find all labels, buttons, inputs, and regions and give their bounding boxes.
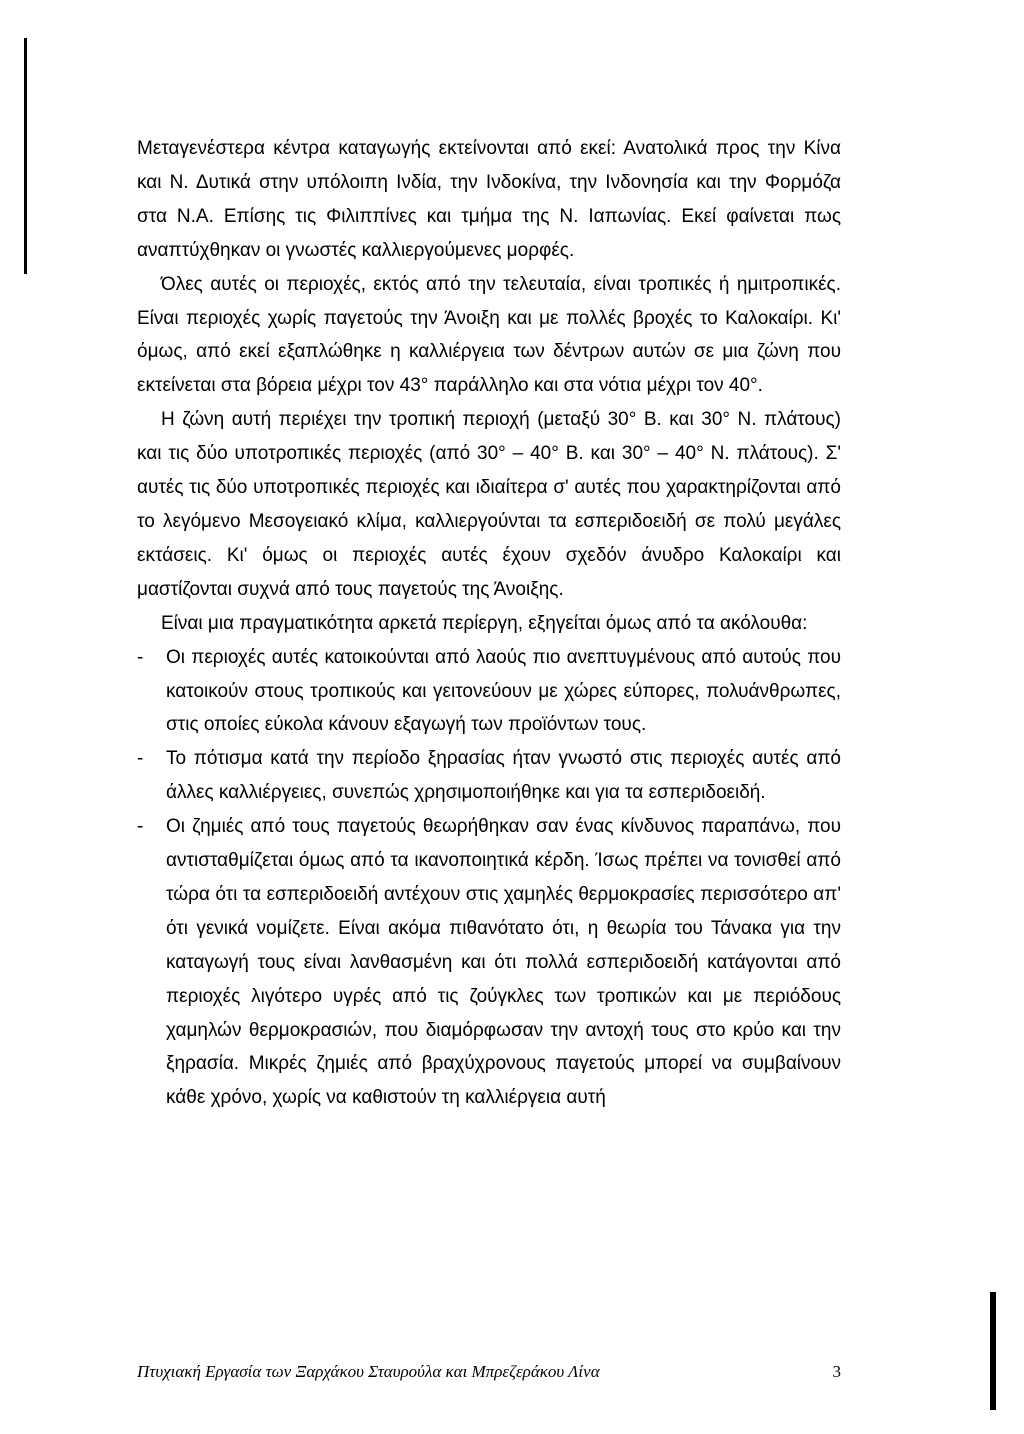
footer-title: Πτυχιακή Εργασία των Ξαρχάκου Σταυρούλα και Μπρεζεράκου Λίνα — [137, 1362, 600, 1381]
list-marker: - — [137, 646, 144, 668]
paragraph-2: Όλες αυτές οι περιοχές, εκτός από την τελευταία, είναι τροπικές ή ημιτροπικές. Είναι περιοχές χωρίς παγετούς την Άνοιξη και με πολλές βροχές το Καλοκαίρι. Κι' όμως, από εκεί εξαπλώθηκε η καλλιέργεια των δέντρων αυτών σε μια ζώνη που εκτείνεται στα βόρεια μέχρι τον 43° παράλληλο και στα νότια μέχρι τον 40°. — [137, 273, 841, 397]
list-marker: - — [137, 816, 144, 838]
page-footer — [137, 1362, 841, 1388]
list-item-text: Οι ζημιές από τους παγετούς θεωρήθηκαν σαν ένας κίνδυνος παραπάνω, που αντισταθμίζεται όμως από τα ικανοποιητικά κέρδη. Ίσως πρέπει να τονισθεί από τώρα ότι τα εσπεριδοειδή αντέχουν στις χαμηλές θερμοκρασίες περισσότερο απ' ότι γενικά νομίζετε. Είναι ακόμα πιθανότατο ότι, η θεωρία του Τάνακα για την καταγωγή τους είναι λανθασμένη και ότι πολλά εσπεριδοειδή κατάγονται από περιοχές λιγότερο υγρές από τις ζούγκλες των τροπικών και με περιόδους χαμηλών θερμοκρασιών, που διαμόρφωσαν την αντοχή τους στο κρύο και την ξηρασία. Μικρές ζημιές από βραχύχρονους παγετούς μπορεί να συμβαίνουν κάθε χρόνο, χωρίς να καθιστούν τη καλλιέργεια αυτή — [166, 816, 841, 1109]
list-item-text: Οι περιοχές αυτές κατοικούνται από λαούς πιο ανεπτυγμένους από αυτούς που κατοικούν στους τροπικούς και γειτονεύουν με χώρες εύπορες, πολυάνθρωπες, στις οποίες εύκολα κάνουν εξαγωγή των προϊόντων τους. — [166, 646, 841, 736]
list-item — [137, 742, 841, 810]
scan-edge-mark-bottom — [990, 1292, 996, 1410]
list-item — [137, 810, 841, 1115]
list-item-text: Το πότισμα κατά την περίοδο ξηρασίας ήταν γνωστό στις περιοχές αυτές από άλλες καλλιέργειες, συνεπώς χρησιμοποιήθηκε και για τα εσπεριδοειδή. — [166, 748, 841, 804]
document-body — [137, 132, 841, 1115]
paragraph-3: Η ζώνη αυτή περιέχει την τροπική περιοχή (μεταξύ 30° Β. και 30° Ν. πλάτους) και τις δύο υποτροπικές περιοχές (από 30° – 40° Β. και 30° – 40° Ν. πλάτους). Σ' αυτές τις δύο υποτροπικές περιοχές και ιδιαίτερα σ' αυτές που χαρακτηρίζονται από το λεγόμενο Μεσογειακό κλίμα, καλλιεργούνται τα εσπεριδοειδή σε πολύ μεγάλες εκτάσεις. Κι' όμως οι περιοχές αυτές έχουν σχεδόν άνυδρο Καλοκαίρι και μαστίζονται συχνά από τους παγετούς της Άνοιξης. — [137, 409, 841, 600]
list-marker: - — [137, 748, 144, 770]
paragraph-4: Είναι μια πραγματικότητα αρκετά περίεργη, εξηγείται όμως από τα ακόλουθα: — [161, 612, 808, 634]
dash-list — [137, 641, 841, 1116]
scan-edge-mark-top — [24, 38, 27, 274]
paragraph-1: Μεταγενέστερα κέντρα καταγωγής εκτείνονται από εκεί: Ανατολικά προς την Κίνα και Ν. Δυτικά στην υπόλοιπη Ινδία, την Ινδοκίνα, την Ινδονησία και την Φορμόζα στα Ν.Α. Επίσης τις Φιλιππίνες και τμήμα της Ν. Ιαπωνίας. Εκεί φαίνεται πως αναπτύχθηκαν οι γνωστές καλλιεργούμενες μορφές. — [137, 138, 841, 261]
list-item — [137, 641, 841, 743]
page-number: 3 — [832, 1362, 841, 1381]
